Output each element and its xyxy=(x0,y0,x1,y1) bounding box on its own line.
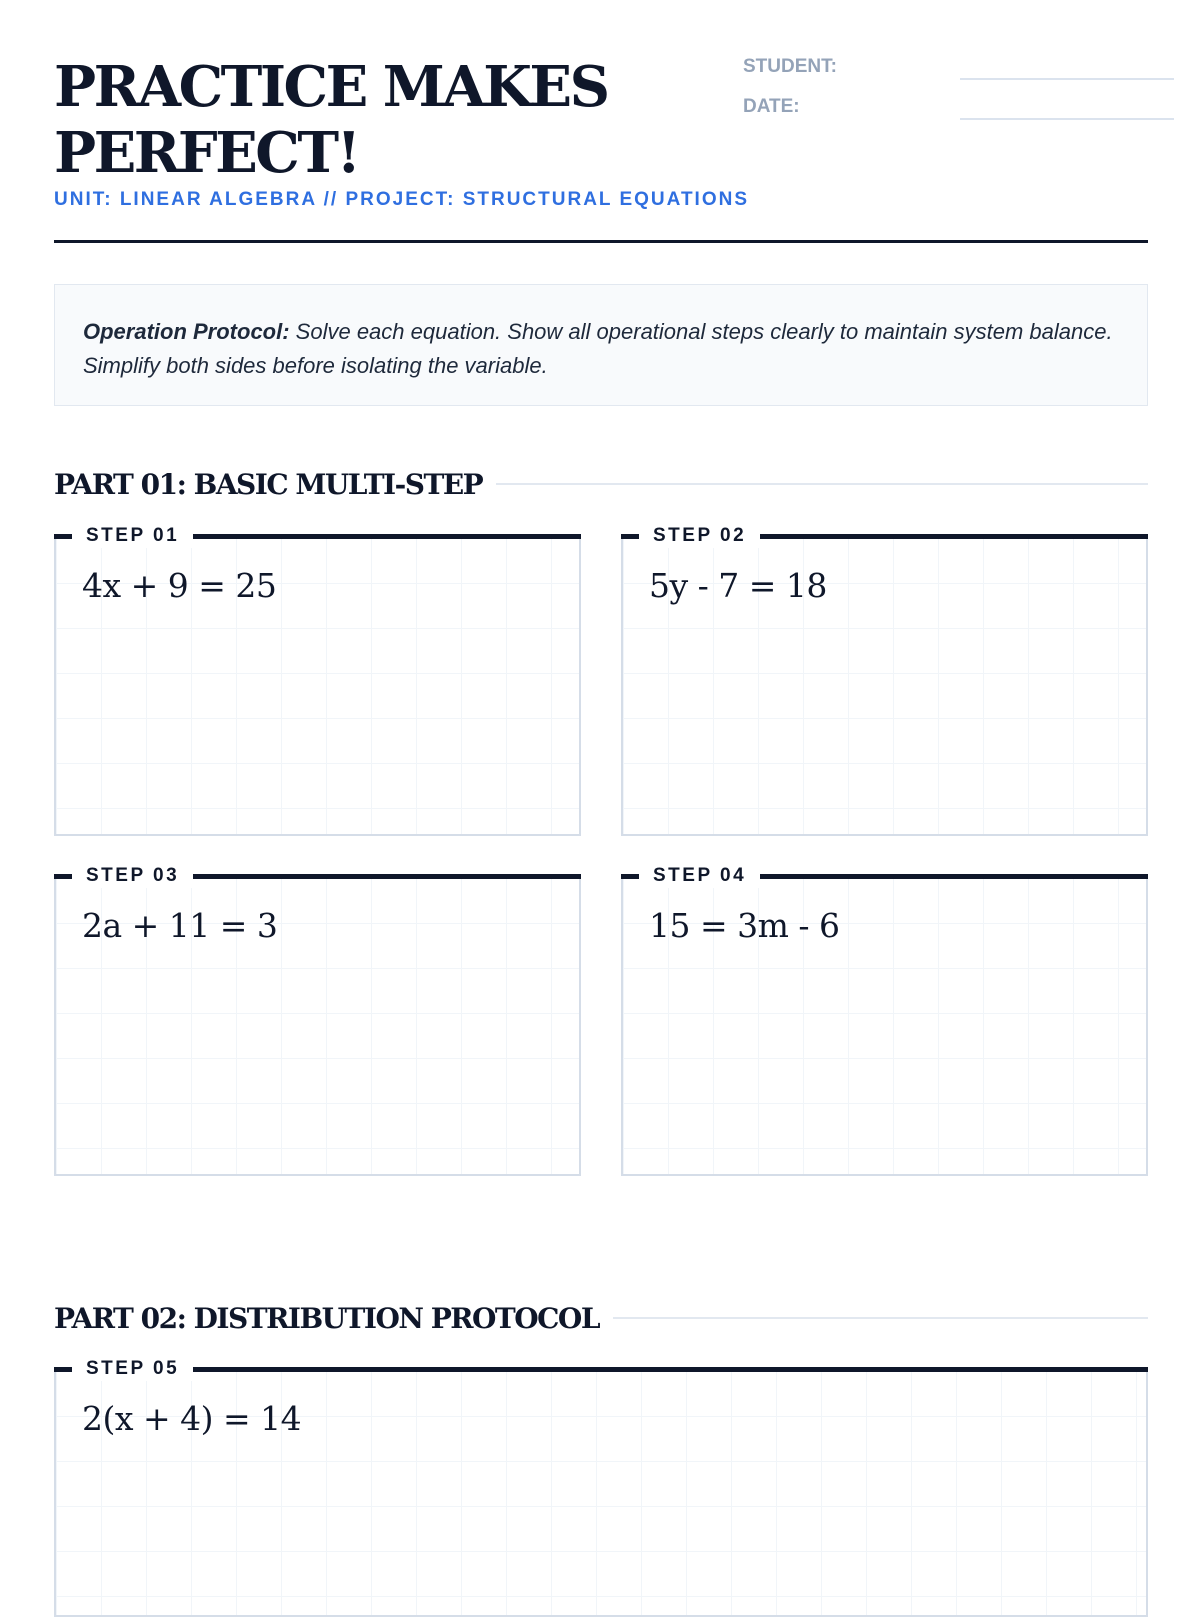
equation: 4x + 9 = 25 xyxy=(82,566,277,605)
unit-subtitle: UNIT: LINEAR ALGEBRA // PROJECT: STRUCTURAL EQUATIONS xyxy=(54,189,750,210)
protocol-label: Operation Protocol: xyxy=(83,319,290,344)
part-01-title: PART 01: BASIC MULTI-STEP xyxy=(54,467,483,501)
equation: 2(x + 4) = 14 xyxy=(82,1399,302,1438)
date-label: DATE: xyxy=(743,96,800,117)
equation: 5y - 7 = 18 xyxy=(649,566,827,605)
date-line[interactable] xyxy=(960,118,1174,120)
step-label: STEP 03 xyxy=(72,864,193,888)
equation: 2a + 11 = 3 xyxy=(82,906,278,945)
problem-step-05[interactable] xyxy=(54,1357,1148,1617)
equation: 15 = 3m - 6 xyxy=(649,906,840,945)
problem-step-03[interactable] xyxy=(54,864,581,1176)
part-01-heading xyxy=(54,464,1148,504)
part-02-title: PART 02: DISTRIBUTION PROTOCOL xyxy=(54,1301,600,1335)
student-name-line[interactable] xyxy=(960,78,1174,80)
student-label: STUDENT: xyxy=(743,56,837,77)
step-label: STEP 05 xyxy=(72,1357,193,1381)
header-divider xyxy=(54,240,1148,243)
problem-step-02[interactable] xyxy=(621,524,1148,836)
problem-step-01[interactable] xyxy=(54,524,581,836)
step-label: STEP 02 xyxy=(639,524,760,548)
step-label: STEP 01 xyxy=(72,524,193,548)
problem-step-04[interactable] xyxy=(621,864,1148,1176)
part-01-rule xyxy=(496,483,1148,485)
page-title: PRACTICE MAKES PERFECT! xyxy=(54,54,608,186)
instructions-box xyxy=(54,284,1148,406)
step-bar xyxy=(54,1367,1148,1372)
part-02-heading xyxy=(54,1298,1148,1338)
part-02-rule xyxy=(613,1317,1148,1319)
protocol-text: Solve each equation. Show all operational steps clearly to maintain system balance. Simplify both sides before isolating the variable. xyxy=(83,319,1113,378)
step-label: STEP 04 xyxy=(639,864,760,888)
